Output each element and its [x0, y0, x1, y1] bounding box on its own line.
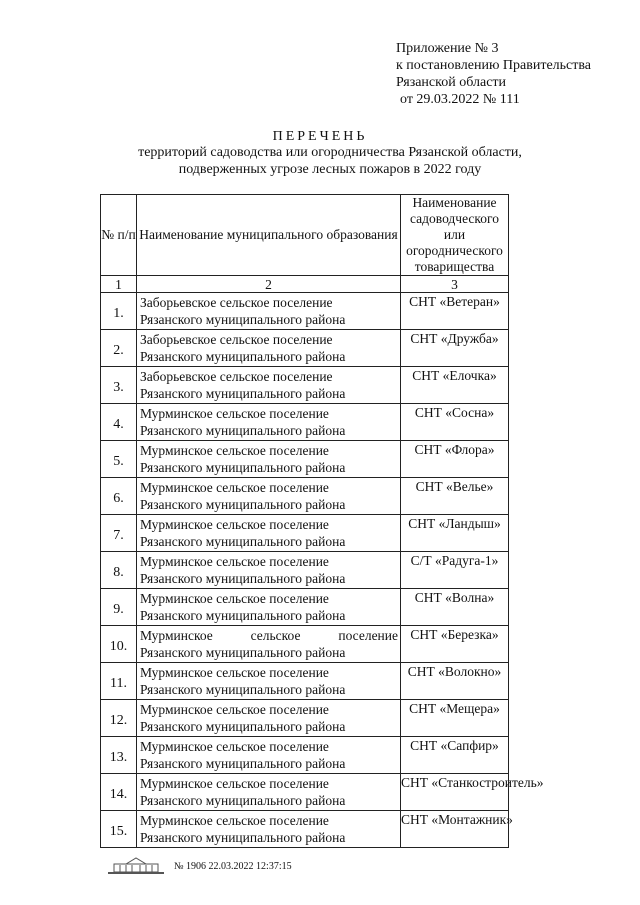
row-partnership: СНТ «Волокно»	[401, 663, 509, 700]
municipality-district: Рязанского муниципального района	[140, 793, 346, 808]
municipality-district: Рязанского муниципального района	[140, 571, 346, 586]
row-municipality	[137, 737, 401, 774]
document-title: ПЕРЕЧЕНЬ	[272, 129, 368, 144]
table-row	[101, 293, 509, 330]
municipality-district: Рязанского муниципального района	[140, 497, 346, 512]
municipality-settlement: Мурминское сельское поселение	[140, 702, 329, 717]
municipality-settlement: Мурминское сельское поселение	[140, 628, 398, 643]
municipality-settlement: Мурминское сельское поселение	[140, 517, 329, 532]
row-number: 15.	[101, 811, 137, 848]
table-row	[101, 737, 509, 774]
table-row	[101, 626, 509, 663]
appendix-region-line: Рязанской области	[396, 75, 507, 90]
municipality-district: Рязанского муниципального района	[140, 756, 346, 771]
table-row	[101, 700, 509, 737]
appendix-title: Приложение № 3	[396, 41, 499, 56]
row-partnership: СНТ «Дружба»	[401, 330, 509, 367]
municipality-district: Рязанского муниципального района	[140, 312, 346, 327]
row-municipality	[137, 552, 401, 589]
municipality-settlement: Мурминское сельское поселение	[140, 406, 329, 421]
row-number: 2.	[101, 330, 137, 367]
appendix-resolution-line: к постановлению Правительства	[396, 58, 592, 73]
municipality-settlement: Заборьевское сельское поселение	[140, 332, 333, 347]
subtitle-line-1: территорий садоводства или огородничества Рязанской области,	[138, 145, 522, 160]
row-number: 8.	[101, 552, 137, 589]
row-municipality	[137, 367, 401, 404]
row-partnership: СНТ «Березка»	[401, 626, 509, 663]
municipality-district: Рязанского муниципального района	[140, 682, 346, 697]
table-row	[101, 811, 509, 848]
row-number: 3.	[101, 367, 137, 404]
row-partnership: СНТ «Станкостроитель»	[401, 774, 509, 811]
municipality-settlement: Заборьевское сельское поселение	[140, 295, 333, 310]
municipality-district: Рязанского муниципального района	[140, 423, 346, 438]
municipality-district: Рязанского муниципального района	[140, 460, 346, 475]
row-number: 13.	[101, 737, 137, 774]
table-row	[101, 367, 509, 404]
subtitle-line-2: подверженных угрозе лесных пожаров в 2022 году	[178, 162, 482, 177]
municipality-settlement: Мурминское сельское поселение	[140, 739, 329, 754]
row-partnership: СНТ «Сосна»	[401, 404, 509, 441]
document-subtitle	[110, 144, 550, 178]
municipality-settlement: Мурминское сельское поселение	[140, 480, 329, 495]
row-number: 5.	[101, 441, 137, 478]
row-partnership: СНТ «Монтажник»	[401, 811, 509, 848]
row-number: 6.	[101, 478, 137, 515]
table-row	[101, 774, 509, 811]
row-municipality	[137, 626, 401, 663]
table-row	[101, 552, 509, 589]
municipality-settlement: Мурминское сельское поселение	[140, 776, 329, 791]
row-partnership: СНТ «Волна»	[401, 589, 509, 626]
municipality-district: Рязанского муниципального района	[140, 645, 346, 660]
row-municipality	[137, 330, 401, 367]
municipality-settlement: Мурминское сельское поселение	[140, 554, 329, 569]
row-partnership: СНТ «Ландыш»	[401, 515, 509, 552]
row-municipality	[137, 404, 401, 441]
row-municipality	[137, 700, 401, 737]
row-number: 4.	[101, 404, 137, 441]
table-row	[101, 441, 509, 478]
stamp-text: № 1906 22.03.2022 12:37:15	[174, 860, 292, 872]
municipality-district: Рязанского муниципального района	[140, 386, 346, 401]
table-body	[101, 293, 544, 848]
row-municipality	[137, 663, 401, 700]
municipality-district: Рязанского муниципального района	[140, 719, 346, 734]
row-number: 7.	[101, 515, 137, 552]
row-partnership: СНТ «Ветеран»	[401, 293, 509, 330]
column-number-row	[101, 276, 509, 293]
row-partnership: СНТ «Флора»	[401, 441, 509, 478]
municipality-settlement: Мурминское сельское поселение	[140, 665, 329, 680]
municipality-district: Рязанского муниципального района	[140, 349, 346, 364]
row-number: 10.	[101, 626, 137, 663]
row-municipality	[137, 293, 401, 330]
header-municipality: Наименование муниципального образования	[137, 195, 401, 276]
header-partnership: Наименование садоводческого или огороднического товарищества	[401, 195, 509, 276]
table-row	[101, 515, 509, 552]
row-partnership: С/Т «Радуга-1»	[401, 552, 509, 589]
municipality-settlement: Мурминское сельское поселение	[140, 813, 329, 828]
registration-stamp	[106, 856, 292, 876]
row-municipality	[137, 774, 401, 811]
row-number: 14.	[101, 774, 137, 811]
municipality-district: Рязанского муниципального района	[140, 608, 346, 623]
table-row	[101, 478, 509, 515]
row-number: 1.	[101, 293, 137, 330]
column-number-1: 1	[101, 276, 137, 293]
municipality-settlement: Мурминское сельское поселение	[140, 591, 329, 606]
row-partnership: СНТ «Сапфир»	[401, 737, 509, 774]
column-number-2: 2	[137, 276, 401, 293]
appendix-date-line: от 29.03.2022 № 111	[400, 92, 520, 107]
municipality-settlement: Мурминское сельское поселение	[140, 443, 329, 458]
column-number-3: 3	[401, 276, 509, 293]
row-number: 12.	[101, 700, 137, 737]
row-partnership: СНТ «Мещера»	[401, 700, 509, 737]
table-row	[101, 330, 509, 367]
row-partnership: СНТ «Велье»	[401, 478, 509, 515]
table-row	[101, 589, 509, 626]
row-municipality	[137, 811, 401, 848]
territories-table	[100, 194, 544, 848]
table-header-row	[101, 195, 509, 276]
row-municipality	[137, 478, 401, 515]
government-building-icon	[106, 856, 166, 876]
row-number: 9.	[101, 589, 137, 626]
municipality-district: Рязанского муниципального района	[140, 830, 346, 845]
municipality-settlement: Заборьевское сельское поселение	[140, 369, 333, 384]
appendix-block	[396, 40, 591, 108]
row-number: 11.	[101, 663, 137, 700]
row-partnership: СНТ «Елочка»	[401, 367, 509, 404]
table-row	[101, 663, 509, 700]
header-number: № п/п	[101, 195, 137, 276]
row-municipality	[137, 515, 401, 552]
municipality-district: Рязанского муниципального района	[140, 534, 346, 549]
row-municipality	[137, 589, 401, 626]
row-municipality	[137, 441, 401, 478]
table-row	[101, 404, 509, 441]
